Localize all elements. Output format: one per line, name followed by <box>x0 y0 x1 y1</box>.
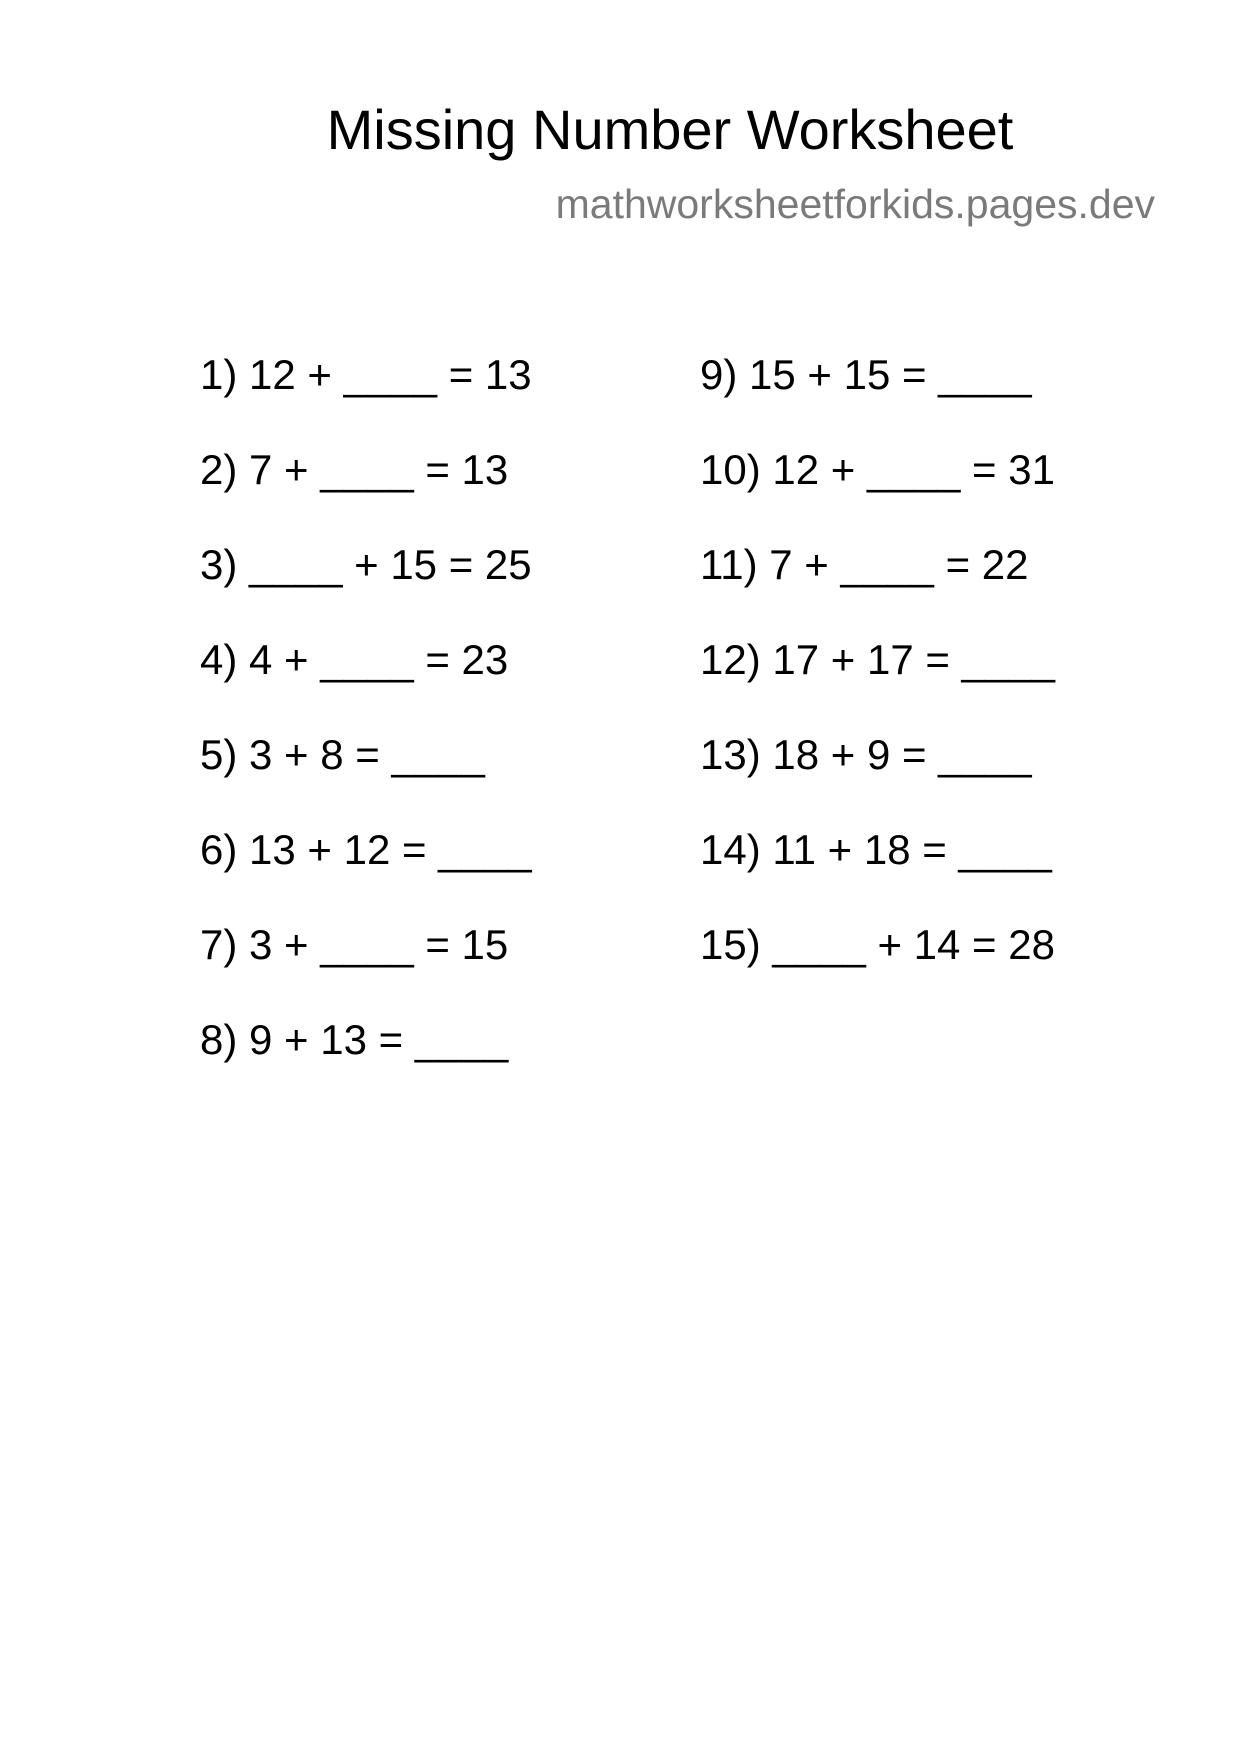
problem-item: 1) 12 + ____ = 13 <box>200 351 532 398</box>
problem-item: 3) ____ + 15 = 25 <box>200 541 532 588</box>
problem-item: 6) 13 + 12 = ____ <box>200 826 532 873</box>
worksheet-title: Missing Number Worksheet <box>326 98 1014 161</box>
problem-column-right <box>700 350 1055 1015</box>
problem-item: 7) 3 + ____ = 15 <box>200 921 509 968</box>
problem-item: 12) 17 + 17 = ____ <box>700 636 1055 683</box>
problem-item: 14) 11 + 18 = ____ <box>700 826 1052 873</box>
problem-item: 5) 3 + 8 = ____ <box>200 731 485 778</box>
problem-item: 4) 4 + ____ = 23 <box>200 636 509 683</box>
problem-item: 11) 7 + ____ = 22 <box>700 541 1029 588</box>
problem-item: 10) 12 + ____ = 31 <box>700 446 1055 493</box>
problem-item: 9) 15 + 15 = ____ <box>700 351 1032 398</box>
problem-item: 13) 18 + 9 = ____ <box>700 731 1032 778</box>
problem-item: 15) ____ + 14 = 28 <box>700 921 1055 968</box>
site-url: mathworksheetforkids.pages.dev <box>555 181 1155 227</box>
problem-column-left <box>200 350 532 1110</box>
problem-item: 8) 9 + 13 = ____ <box>200 1016 509 1063</box>
problem-item: 2) 7 + ____ = 13 <box>200 446 509 493</box>
